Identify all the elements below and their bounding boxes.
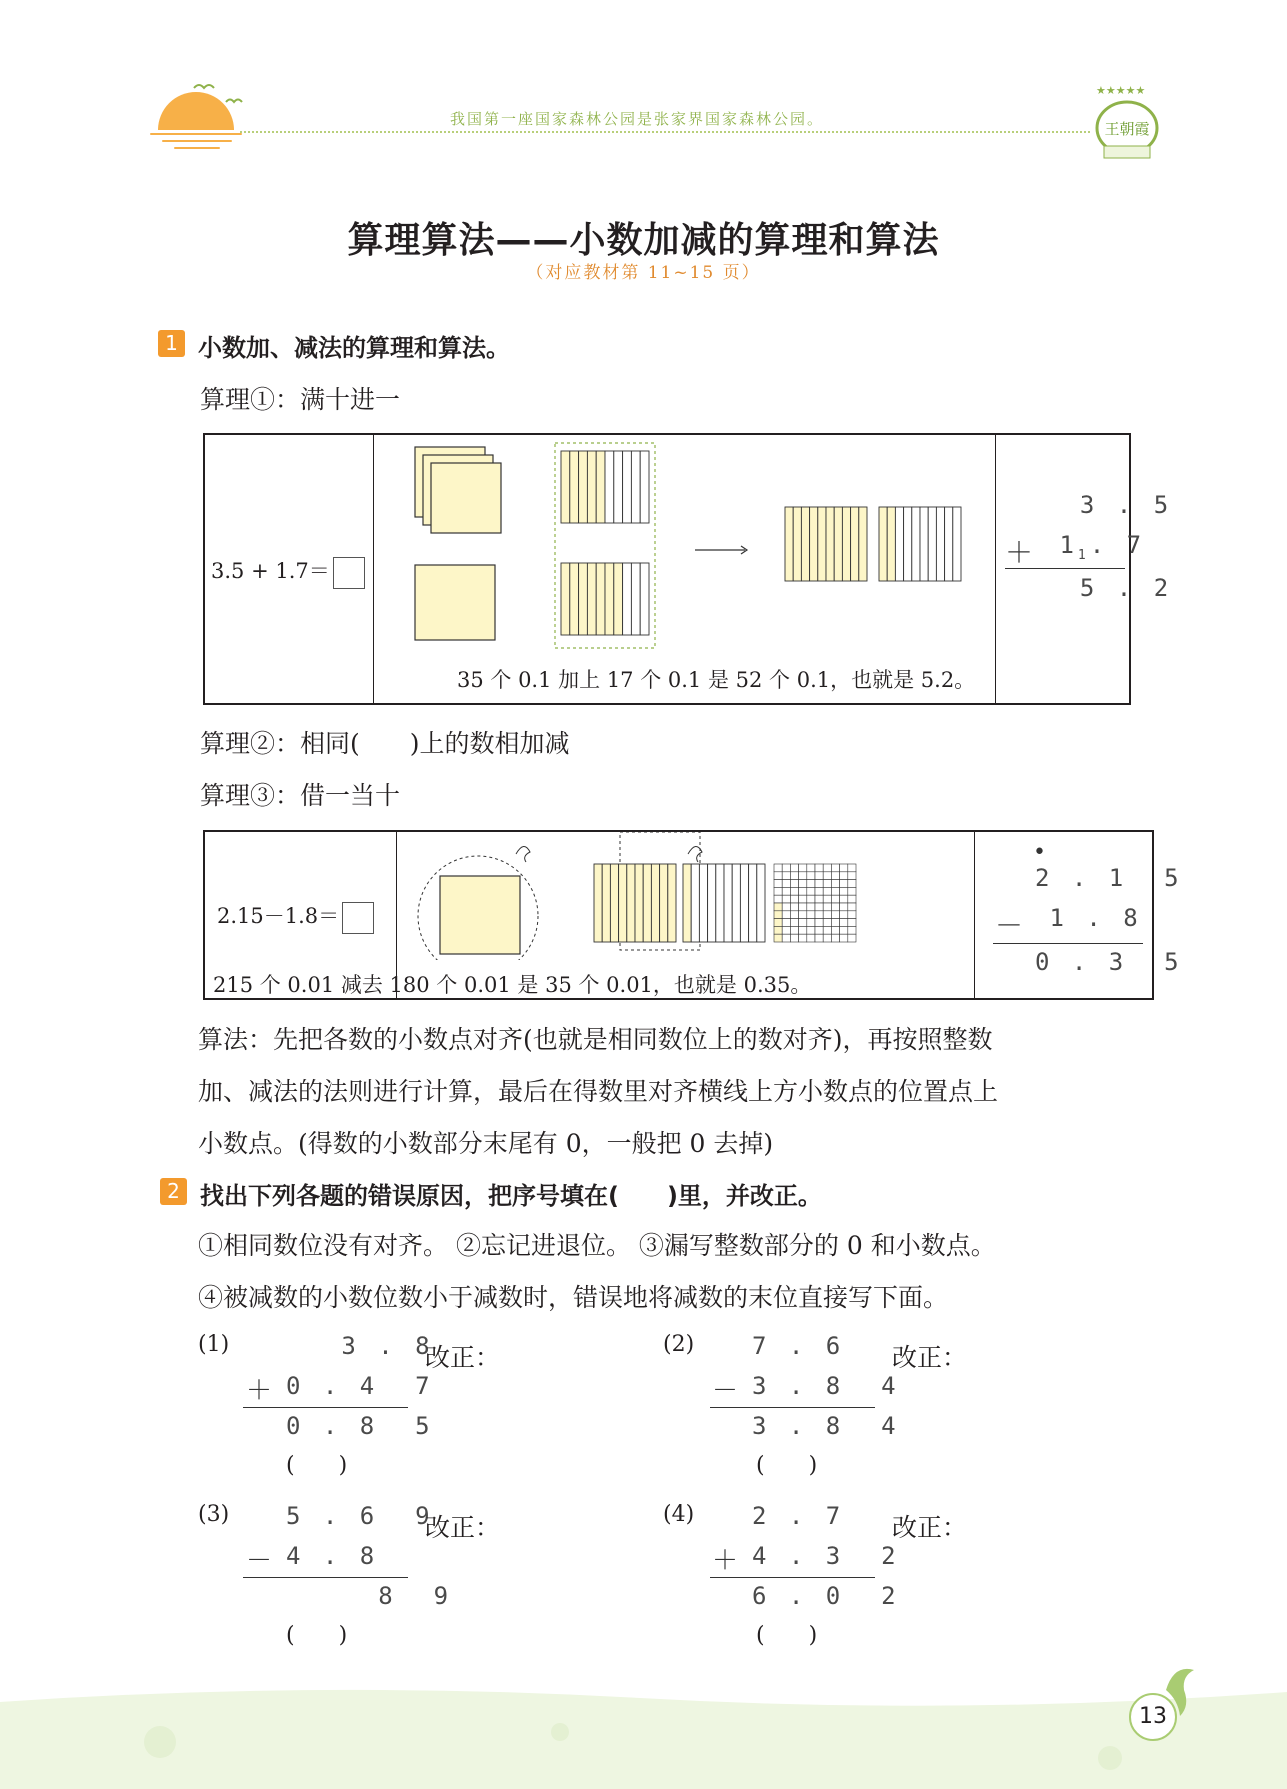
reason-blank[interactable]: ( ) <box>756 1623 818 1648</box>
subtraction-equation-text: 2.15－1.8＝ <box>217 904 340 928</box>
subtraction-calc-line2: 1 . 8 <box>1031 904 1142 932</box>
problem-op: － <box>712 1376 739 1406</box>
question-number-2: 2 <box>160 1178 187 1205</box>
brand-seal-icon <box>1090 82 1164 164</box>
problem-line2: 4 . 3 2 <box>752 1542 900 1570</box>
correct-label: 改正： <box>425 1513 501 1542</box>
addition-equation <box>211 555 365 589</box>
subtraction-calc-result: 0 . 3 5 <box>1035 948 1183 976</box>
problem-label: (4) <box>663 1502 695 1527</box>
principle-2: 算理②：相同( )上的数相加减 <box>200 729 570 758</box>
subtraction-model-diagram <box>398 832 972 960</box>
correct-label: 改正： <box>425 1343 501 1372</box>
addition-model-diagram <box>375 435 993 663</box>
addition-calc-line1: 3 . 5 <box>1043 491 1173 519</box>
addition-calc-result: 5 . 2 <box>1043 574 1173 602</box>
page-number: 13 <box>1129 1693 1177 1741</box>
carry-mark: 1 <box>1077 547 1090 563</box>
problem-line1: 2 . 7 <box>752 1502 845 1530</box>
subtraction-calc-line1: 2 . 1 5 <box>1035 864 1183 892</box>
header-divider <box>240 131 1090 133</box>
problem-line1: 7 . 6 <box>752 1332 845 1360</box>
problem-result: 3 . 8 4 <box>752 1412 900 1440</box>
reason-blank[interactable]: ( ) <box>286 1453 348 1478</box>
question-1-text: 小数加、减法的算理和算法。 <box>198 334 510 362</box>
reasons-line-2: ④被减数的小数位数小于减数时，错误地将减数的末位直接写下面。 <box>198 1283 949 1312</box>
correct-label: 改正： <box>892 1343 968 1372</box>
footer-background <box>0 1672 1287 1789</box>
brand-name: 王朝霞 <box>1104 120 1150 138</box>
problem-line2: 0 . 4 7 <box>286 1372 434 1400</box>
reason-blank[interactable]: ( ) <box>756 1453 818 1478</box>
correct-label: 改正： <box>892 1513 968 1542</box>
subtraction-example-box <box>203 830 1183 1000</box>
svg-text:★★★★★: ★★★★★ <box>1096 84 1146 97</box>
principle-3: 算理③：借一当十 <box>200 781 401 810</box>
problem-result: 8 9 <box>286 1582 453 1610</box>
method-line-2: 加、减法的法则进行计算，最后在得数里对齐横线上方小数点的位置点上 <box>198 1077 999 1106</box>
principle-1: 算理①：满十进一 <box>200 385 401 414</box>
answer-blank[interactable] <box>333 557 365 589</box>
page-subtitle: （对应教材第 11~15 页） <box>526 263 761 283</box>
addition-caption: 35 个 0.1 加上 17 个 0.1 是 52 个 0.1，也就是 5.2。 <box>457 668 976 692</box>
bird-icon <box>188 78 248 108</box>
problem-label: (2) <box>663 1332 695 1357</box>
problem-result: 0 . 8 5 <box>286 1412 434 1440</box>
problem-line1: 5 . 6 9 <box>286 1502 434 1530</box>
answer-blank-2[interactable] <box>342 902 374 934</box>
problem-op: ＋ <box>246 1376 273 1406</box>
method-line-1: 算法：先把各数的小数点对齐(也就是相同数位上的数对齐)，再按照整数 <box>198 1025 993 1054</box>
subtraction-calc-op: － <box>995 909 1024 942</box>
problem-line2: 3 . 8 4 <box>752 1372 900 1400</box>
problem-op: ＋ <box>712 1546 739 1576</box>
addition-calc-digit: 1 <box>1041 531 1078 559</box>
addition-example-box <box>203 433 1173 705</box>
subtraction-equation <box>217 900 374 934</box>
header-motto: 我国第一座国家森林公园是张家界国家森林公园。 <box>450 110 825 128</box>
problem-label: (1) <box>198 1332 230 1357</box>
reasons-line-1: ①相同数位没有对齐。 ②忘记进退位。 ③漏写整数部分的 0 和小数点。 <box>198 1231 996 1260</box>
addition-equation-text: 3.5 + 1.7＝ <box>211 559 330 583</box>
addition-calc-op: ＋ <box>1005 536 1034 569</box>
problem-result: 6 . 0 2 <box>752 1582 900 1610</box>
problem-line1: 3 . 8 <box>286 1332 434 1360</box>
question-2-text: 找出下列各题的错误原因，把序号填在( )里，并改正。 <box>200 1182 822 1210</box>
subtraction-caption: 215 个 0.01 减去 180 个 0.01 是 35 个 0.01，也就是 0.35。 <box>213 973 812 997</box>
method-line-3: 小数点。(得数的小数部分末尾有 0，一般把 0 去掉) <box>198 1129 774 1158</box>
problem-op: － <box>246 1546 273 1576</box>
question-number-1: 1 <box>158 330 185 357</box>
problem-line2: 4 . 8 <box>286 1542 379 1570</box>
addition-calc-line2 <box>1041 531 1145 563</box>
reason-blank[interactable]: ( ) <box>286 1623 348 1648</box>
problem-label: (3) <box>198 1502 230 1527</box>
borrow-dot: • <box>1033 840 1046 865</box>
addition-calc-digit-b: . 7 <box>1089 531 1146 559</box>
page-title: 算理算法——小数加减的算理和算法 <box>347 220 940 261</box>
